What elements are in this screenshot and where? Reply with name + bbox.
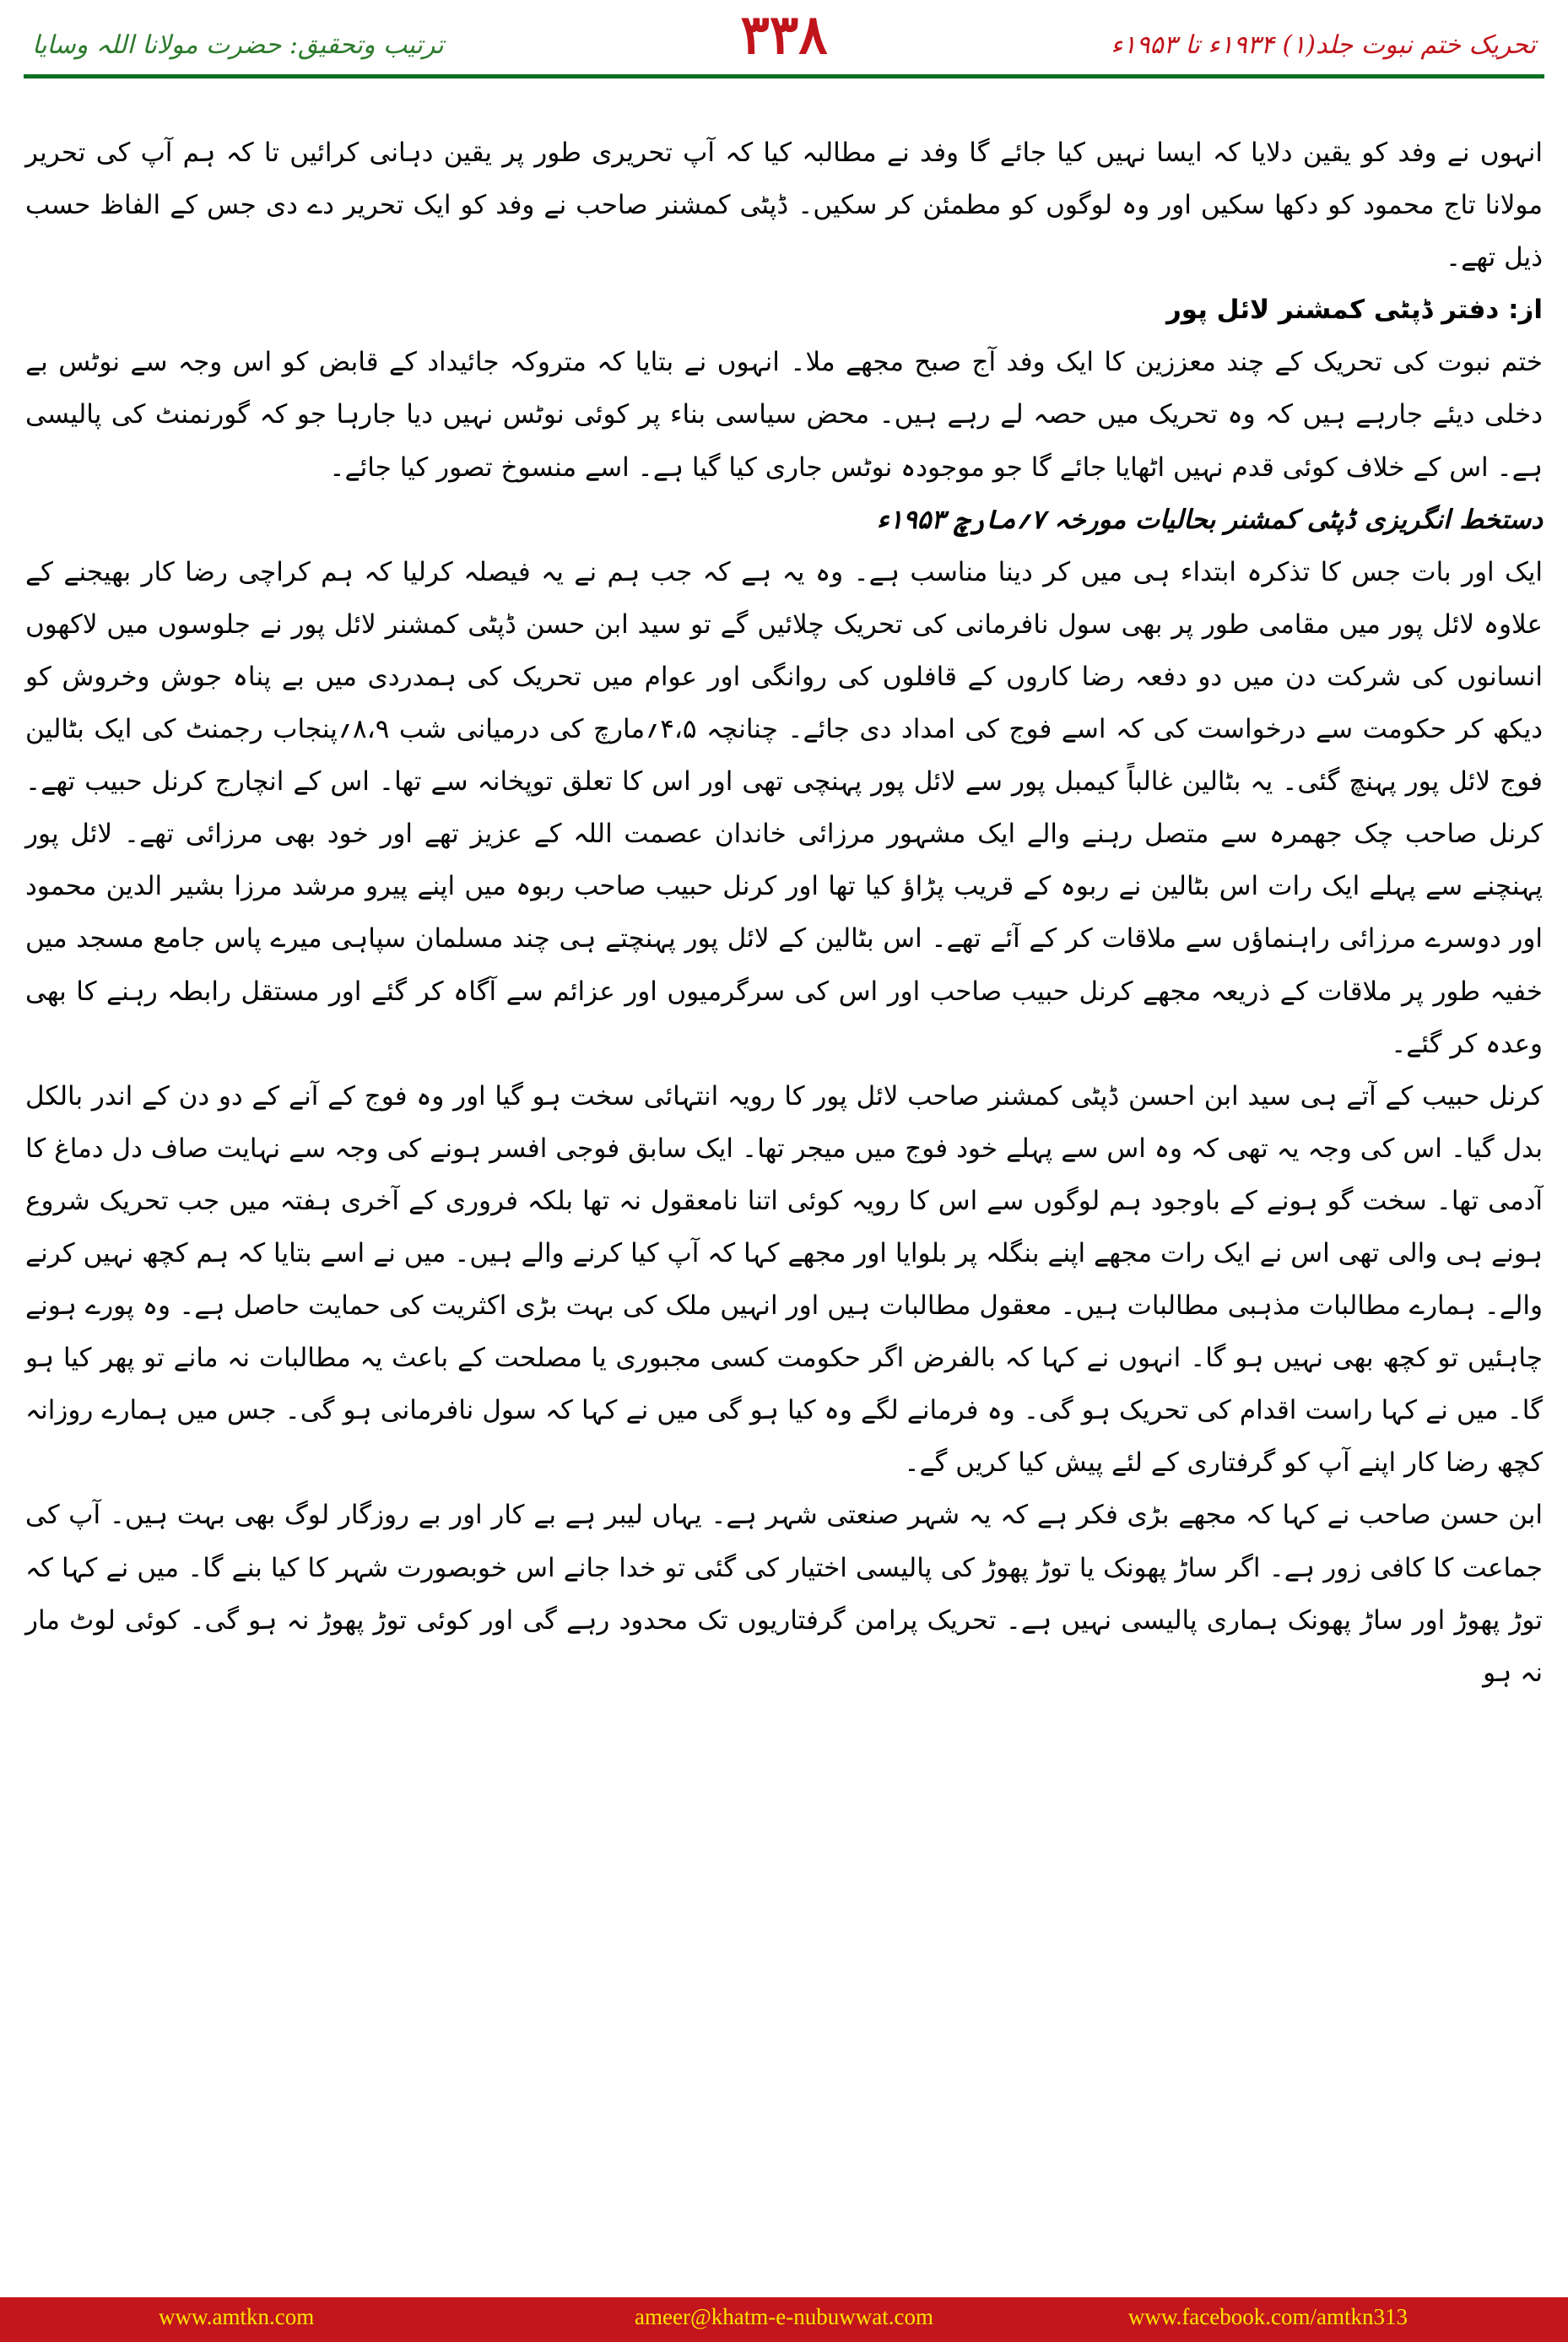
paragraph-7: ابن حسن صاحب نے کہا کہ مجھے بڑی فکر ہے کہ یہ شہر صنعتی شہر ہے۔ یہاں لیبر ہے بے کار اور بے روزگار لوگ بھی بہت ہیں۔ آپ کی جماعت کا کافی زور ہے۔ اگر ساڑ پھونک یا توڑ پھوڑ کی پالیسی اختیار کی گئی تو خدا جانے اس خوبصورت شہر کا کیا بنے گا۔ میں نے کہا کہ توڑ پھوڑ اور ساڑ پھونک ہماری پالیسی نہیں ہے۔ تحریک پرامن گرفتاریوں تک محدود رہے گی اور کوئی توڑ پھوڑ نہ ہو گی۔ کوئی لوٹ مار نہ ہو xyxy=(25,1500,1543,1688)
paragraph-6: کرنل حبیب کے آتے ہی سید ابن احسن ڈپٹی کمشنر صاحب لائل پور کا رویہ انتہائی سخت ہو گیا اور وہ فوج کے آنے کے دو دن کے اندر بالکل بدل گیا۔ اس کی وجہ یہ تھی کہ وہ اس سے پہلے خود فوج میں میجر تھا۔ ایک سابق فوجی افسر ہونے کی وجہ سے نہایت صاف دل دماغ کا آدمی تھا۔ سخت گو ہونے کے باوجود ہم لوگوں سے اس کا رویہ کوئی اتنا نامعقول نہ تھا بلکہ فروری کے آخری ہفتہ میں جب تحریک شروع ہونے ہی والی تھی اس نے ایک رات مجھے اپنے بنگلہ پر بلوایا اور مجھے کہا کہ آپ کیا کرنے والے ہیں۔ میں نے اسے بتایا کہ ہم کچھ نہیں کرنے والے۔ ہمارے مطالبات مذہبی مطالبات ہیں۔ معقول مطالبات ہیں اور انہیں ملک کی بہت بڑی اکثریت کی حمایت حاصل ہے۔ وہ پورے ہونے چاہئیں تو کچھ بھی نہیں ہو گا۔ انہوں نے کہا کہ بالفرض اگر حکومت کسی مجبوری یا مصلحت کے باعث یہ مطالبات نہ مانے تو پھر کیا ہو گا۔ میں نے کہا راست اقدام کی تحریک ہو گی۔ وہ فرمانے لگے وہ کیا ہو گی میں نے کہا کہ سول نافرمانی ہو گی۔ جس میں ہمارے روزانہ کچھ رضا کار اپنے آپ کو گرفتاری کے لئے پیش کیا کریں گے۔ xyxy=(25,1080,1543,1479)
footer-website-link[interactable]: www.amtkn.com xyxy=(159,2304,315,2329)
header-book-title: تحریک ختم نبوت جلد(۱) ۱۹۳۴ء تا ۱۹۵۳ء xyxy=(1111,30,1536,60)
paragraph-from-office: از: دفتر ڈپٹی کمشنر لائل پور xyxy=(1165,295,1543,326)
paragraph-5: ایک اور بات جس کا تذکرہ ابتداء ہی میں کر دینا مناسب ہے۔ وہ یہ ہے کہ جب ہم نے یہ فیصلہ کرلیا کہ ہم کراچی رضا کار بھیجنے کے علاوہ لائل پور میں مقامی طور پر بھی سول نافرمانی کی تحریک چلائیں گے تو سید ابن حسن ڈپٹی کمشنر لائل پور نے جلوسوں میں لاکھوں انسانوں کی شرکت دن میں دو دفعہ رضا کاروں کے قافلوں کی روانگی اور عوام میں تحریک کی ہمدردی میں بے پناہ جوش وخروش کو دیکھ کر حکومت سے درخواست کی کہ اسے فوج کی امداد دی جائے۔ چنانچہ ۴،۵؍مارچ کی درمیانی شب ۸،۹؍پنجاب رجمنٹ کی ایک بٹالین فوج لائل پور پہنچ گئی۔ یہ بٹالین غالباً کیمبل پور سے لائل پور پہنچی تھی اور اس کا تعلق توپخانہ سے تھا۔ اس کے انچارج کرنل حبیب تھے۔ کرنل صاحب چک جھمرہ سے متصل رہنے والے ایک مشہور مرزائی خاندان عصمت اللہ کے عزیز تھے اور خود بھی مرزائی تھے۔ لائل پور پہنچنے سے پہلے ایک رات اس بٹالین نے ربوہ کے قریب پڑاؤ کیا تھا اور کرنل حبیب صاحب ربوہ میں اپنے پیرو مرشد مرزا بشیر الدین محمود اور دوسرے مرزائی راہنماؤں سے ملاقات کر کے آئے تھے۔ اس بٹالین کے لائل پور پہنچتے ہی چند مسلمان سپاہی میرے پاس جامع مسجد میں خفیہ طور پر ملاقات کے ذریعہ مجھے کرنل حبیب صاحب اور اس کی سرگرمیوں اور عزائم سے آگاہ کر گئے اور مستقل رابطہ رہنے کا بھی وعدہ کر گئے۔ xyxy=(25,556,1543,1059)
header-divider xyxy=(24,74,1544,78)
header-compiler: ترتیب وتحقیق: حضرت مولانا اللہ وسایا xyxy=(32,30,444,60)
footer-email-link[interactable]: ameer@khatm-e-nubuwwat.com xyxy=(635,2304,933,2329)
body-text xyxy=(25,127,1543,1699)
footer-facebook-link[interactable]: www.facebook.com/amtkn313 xyxy=(1127,2304,1408,2329)
paragraph-1: انہوں نے وفد کو یقین دلایا کہ ایسا نہیں کیا جائے گا وفد نے مطالبہ کیا کہ آپ تحریری طور پر یقین دہانی کرائیں تا کہ ہم آپ کی تحریر مولانا تاج محمود کو دکھا سکیں اور وہ لوگوں کو مطمئن کر سکیں۔ ڈپٹی کمشنر صاحب نے وفد کو ایک تحریر دے دی جس کے الفاظ حسب ذیل تھے۔ xyxy=(25,138,1543,273)
paragraph-signature: دستخط انگریزی ڈپٹی کمشنر بحالیات مورخہ ۷؍مارچ ۱۹۵۳ء xyxy=(876,504,1543,535)
page-header xyxy=(0,0,1568,78)
page-number: ۳۳۸ xyxy=(740,3,828,67)
page-footer xyxy=(0,2297,1568,2342)
paragraph-3: ختم نبوت کی تحریک کے چند معززین کا ایک وفد آج صبح مجھے ملا۔ انہوں نے بتایا کہ متروکہ جائیداد کے قابض کو اس وجہ سے نوٹس بے دخلی دیئے جارہے ہیں کہ وہ تحریک میں حصہ لے رہے ہیں۔ محض سیاسی بناء پر کوئی نوٹس نہیں دیا جارہا جو کہ گورنمنٹ کی پالیسی ہے۔ اس کے خلاف کوئی قدم نہیں اٹھایا جائے گا جو موجودہ نوٹس جاری کیا گیا ہے۔ اسے منسوخ تصور کیا جائے۔ xyxy=(25,347,1543,483)
